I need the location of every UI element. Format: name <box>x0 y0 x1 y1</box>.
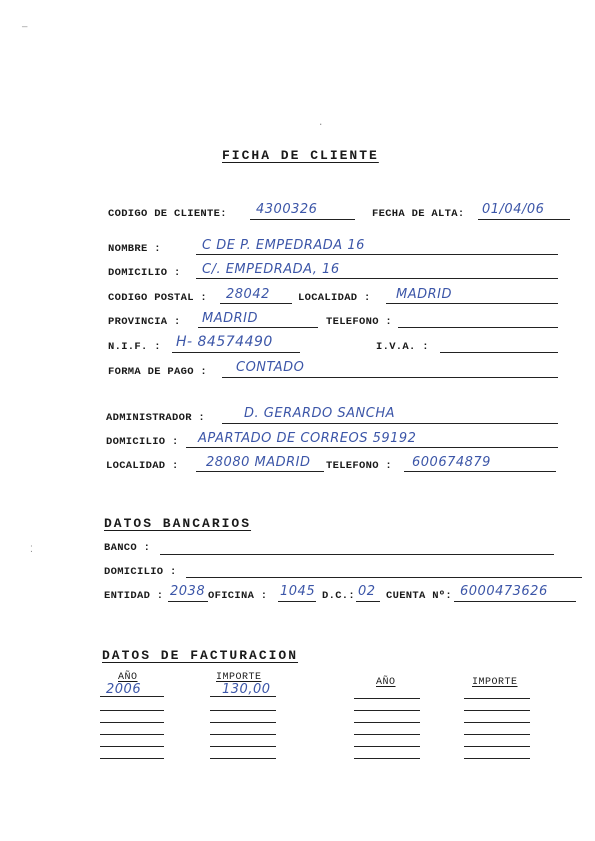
signup-date-value[interactable]: 01/04/06 <box>482 202 545 217</box>
client-code-line <box>250 219 355 220</box>
phone-label: TELEFONO : <box>326 316 393 328</box>
province-value[interactable]: MADRID <box>202 311 258 326</box>
billing-line <box>464 734 530 735</box>
billing-line <box>210 722 276 723</box>
bank-account-line <box>454 601 576 602</box>
admin-phone-value[interactable]: 600674879 <box>412 455 491 470</box>
address-line <box>196 278 558 279</box>
admin-address-value[interactable]: APARTADO DE CORREOS 59192 <box>198 431 417 446</box>
billing-line <box>354 734 420 735</box>
billing-line <box>354 746 420 747</box>
billing-line <box>100 734 164 735</box>
billing-line <box>210 696 276 697</box>
bank-office-line <box>278 601 316 602</box>
vat-label: I.V.A. : <box>376 341 429 353</box>
billing-line <box>100 722 164 723</box>
city-value[interactable]: MADRID <box>396 287 452 302</box>
billing-row1-amount[interactable]: 130,00 <box>222 682 271 697</box>
billing-line <box>210 758 276 759</box>
billing-line <box>464 746 530 747</box>
admin-address-line <box>186 447 558 448</box>
bank-address-label: DOMICILIO : <box>104 566 177 578</box>
bank-entity-value[interactable]: 2038 <box>170 584 206 599</box>
province-line <box>198 327 318 328</box>
bank-entity-line <box>168 601 208 602</box>
city-label: LOCALIDAD : <box>298 292 371 304</box>
administrator-value[interactable]: D. GERARDO SANCHA <box>244 406 396 421</box>
billing-line <box>100 758 164 759</box>
billing-row1-year[interactable]: 2006 <box>106 682 142 697</box>
billing-line <box>210 746 276 747</box>
bank-dc-line <box>356 601 380 602</box>
billing-amount-header-2: IMPORTE <box>472 677 518 688</box>
nif-label: N.I.F. : <box>108 341 161 353</box>
payment-method-label: FORMA DE PAGO : <box>108 366 208 378</box>
scan-speck: · <box>318 120 324 130</box>
city-line <box>386 303 558 304</box>
name-label: NOMBRE : <box>108 243 161 255</box>
billing-details-heading: DATOS DE FACTURACION <box>102 648 299 663</box>
scan-speck: ⁚ <box>30 545 33 555</box>
payment-method-value[interactable]: CONTADO <box>236 360 305 375</box>
name-value[interactable]: C DE P. EMPEDRADA 16 <box>202 238 365 253</box>
billing-line <box>100 710 164 711</box>
billing-line <box>464 710 530 711</box>
admin-city-label: LOCALIDAD : <box>106 460 179 472</box>
billing-line <box>210 734 276 735</box>
bank-entity-label: ENTIDAD : <box>104 590 164 602</box>
name-line <box>196 254 558 255</box>
billing-line <box>464 698 530 699</box>
billing-line <box>464 758 530 759</box>
admin-city-line <box>196 471 324 472</box>
bank-address-line <box>186 577 582 578</box>
address-label: DOMICILIO : <box>108 267 181 279</box>
admin-address-label: DOMICILIO : <box>106 436 179 448</box>
bank-account-label: CUENTA Nº: <box>386 590 453 602</box>
billing-line <box>464 722 530 723</box>
province-label: PROVINCIA : <box>108 316 181 328</box>
billing-line <box>354 758 420 759</box>
billing-amount-header-1: IMPORTE <box>216 672 262 683</box>
postal-code-label: CODIGO POSTAL : <box>108 292 208 304</box>
client-code-value[interactable]: 4300326 <box>256 202 318 217</box>
bank-dc-label: D.C.: <box>322 590 356 602</box>
bank-account-value[interactable]: 6000473626 <box>460 584 548 599</box>
bank-office-value[interactable]: 1045 <box>280 584 316 599</box>
nif-line <box>172 352 300 353</box>
admin-city-value[interactable]: 28080 MADRID <box>206 455 311 470</box>
administrator-label: ADMINISTRADOR : <box>106 412 206 424</box>
vat-line <box>440 352 558 353</box>
nif-value[interactable]: H- 84574490 <box>176 334 273 350</box>
signup-date-label: FECHA DE ALTA: <box>372 208 465 220</box>
address-value[interactable]: C/. EMPEDRADA, 16 <box>202 262 340 277</box>
bank-dc-value[interactable]: 02 <box>358 584 376 599</box>
client-code-label: CODIGO DE CLIENTE: <box>108 208 227 220</box>
billing-year-header-2: AÑO <box>376 677 396 688</box>
billing-line <box>210 710 276 711</box>
admin-phone-label: TELEFONO : <box>326 460 393 472</box>
payment-method-line <box>222 377 558 378</box>
signup-date-line <box>478 219 570 220</box>
admin-phone-line <box>404 471 556 472</box>
billing-line <box>354 722 420 723</box>
bank-office-label: OFICINA : <box>208 590 268 602</box>
bank-label: BANCO : <box>104 542 151 554</box>
bank-line <box>160 554 554 555</box>
postal-code-value[interactable]: 28042 <box>226 287 270 302</box>
form-title: FICHA DE CLIENTE <box>222 148 379 163</box>
bank-details-heading: DATOS BANCARIOS <box>104 516 252 531</box>
phone-line <box>398 327 558 328</box>
billing-line <box>354 698 420 699</box>
billing-line <box>354 710 420 711</box>
scan-speck: — <box>22 22 28 32</box>
administrator-line <box>222 423 558 424</box>
billing-line <box>100 696 164 697</box>
billing-line <box>100 746 164 747</box>
postal-code-line <box>220 303 292 304</box>
billing-year-header-1: AÑO <box>118 672 138 683</box>
